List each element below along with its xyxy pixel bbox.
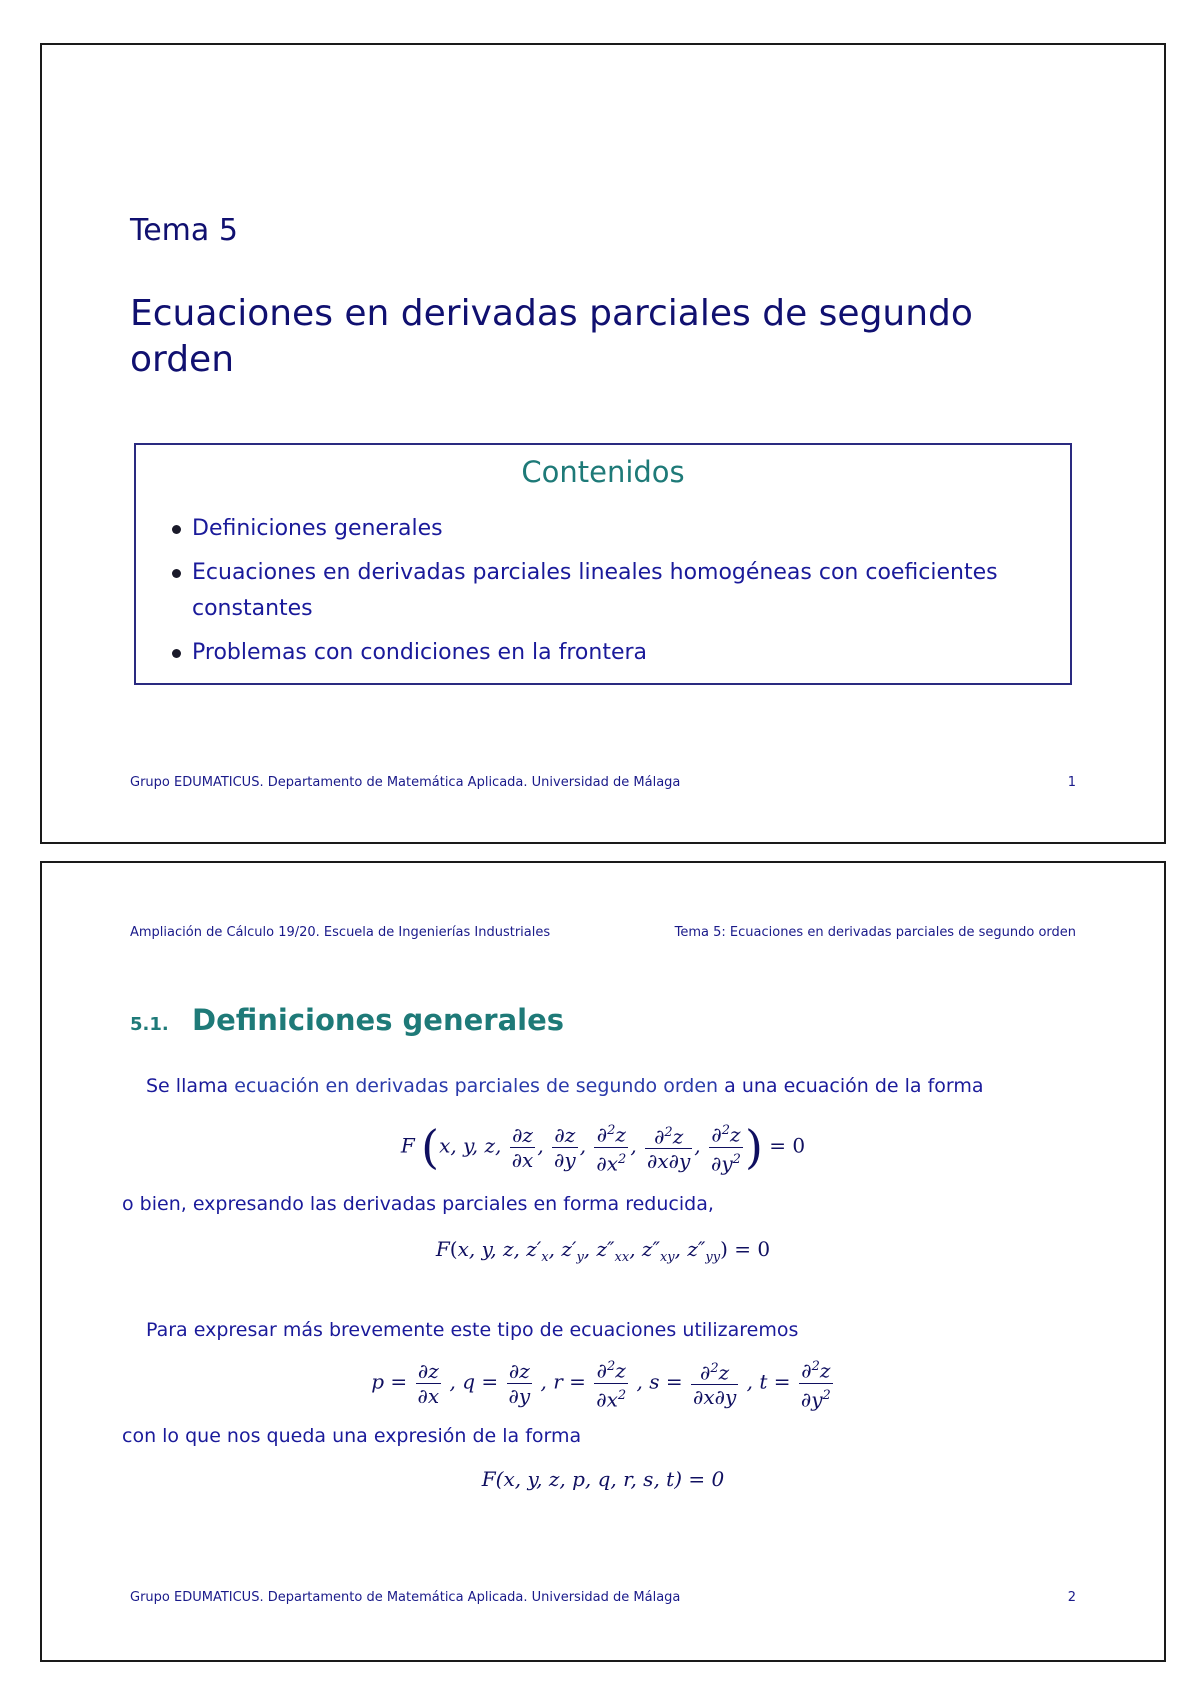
section-number: 5.1. <box>130 1014 169 1035</box>
paragraph-reduced: o bien, expresando las derivadas parciales en forma reducida, <box>122 1193 714 1215</box>
section-heading <box>130 1003 564 1037</box>
contents-item: Problemas con condiciones en la frontera <box>170 635 1060 671</box>
equation-notation: p = $\frac{\partial z}{\partial x}$ , q = $\frac{\partial z}{\partial y}$ , r = $\frac{\partial^2z}{\partial x^2}$ , s = $\frac{\partial^2z}{\partial x\partial y}$ , t = $\frac{\partial^2z}{\partial y^2}$ <box>42 1355 1164 1411</box>
contents-item: Ecuaciones en derivadas parciales lineales homogéneas con coeficientes constantes <box>170 555 1060 627</box>
page-number: 1 <box>1067 775 1076 790</box>
paragraph-result: con lo que nos queda una expresión de la forma <box>122 1425 582 1447</box>
contents-item: Definiciones generales <box>170 511 1060 547</box>
page-number: 2 <box>1067 1590 1076 1605</box>
paragraph-text: a una ecuación de la forma <box>718 1075 984 1097</box>
equation-reduced-form: F(x, y, z, $z'_x$, $z'_y$, $z''_{xx}$, $z''_{xy}$, $z''_{yy}) = 0$ <box>435 1237 771 1265</box>
equation-final-form: F(x, y, z, p, q, r, s, t) = 0 <box>481 1467 725 1491</box>
header-course: Ampliación de Cálculo 19/20. Escuela de Ingenierías Industriales <box>130 925 551 940</box>
paragraph-text: Se llama <box>146 1075 235 1097</box>
tema-label: Tema 5 <box>130 213 238 248</box>
slide-2 <box>40 861 1166 1662</box>
slide-footer: Grupo EDUMATICUS. Departamento de Matemática Aplicada. Universidad de Málaga <box>130 1590 681 1605</box>
slide-footer: Grupo EDUMATICUS. Departamento de Matemática Aplicada. Universidad de Málaga <box>130 775 681 790</box>
section-title: Definiciones generales <box>192 1003 565 1037</box>
header-topic: Tema 5: Ecuaciones en derivadas parciales de segundo orden <box>674 925 1076 940</box>
contents-box <box>134 443 1072 685</box>
equation-general-form: F (x, y, z, $\frac{\partial z}{\partial x}$ , $\frac{\partial z}{\partial y}$ , $\frac{\partial^2z}{\partial x^2}$ , $\frac{\partial^2z}{\partial x\partial y}$ , $\frac{\partial^2z}{\partial y^2}$ ) = 0 <box>400 1120 806 1176</box>
paragraph-definition <box>146 1075 984 1097</box>
slide-1 <box>40 43 1166 844</box>
contents-list <box>170 511 1060 679</box>
paragraph-notation: Para expresar más brevemente este tipo de ecuaciones utilizaremos <box>146 1319 799 1341</box>
defined-term: ecuación en derivadas parciales de segundo orden <box>234 1075 719 1097</box>
slide-title: Ecuaciones en derivadas parciales de segundo orden <box>130 293 973 380</box>
contents-heading: Contenidos <box>521 455 685 489</box>
